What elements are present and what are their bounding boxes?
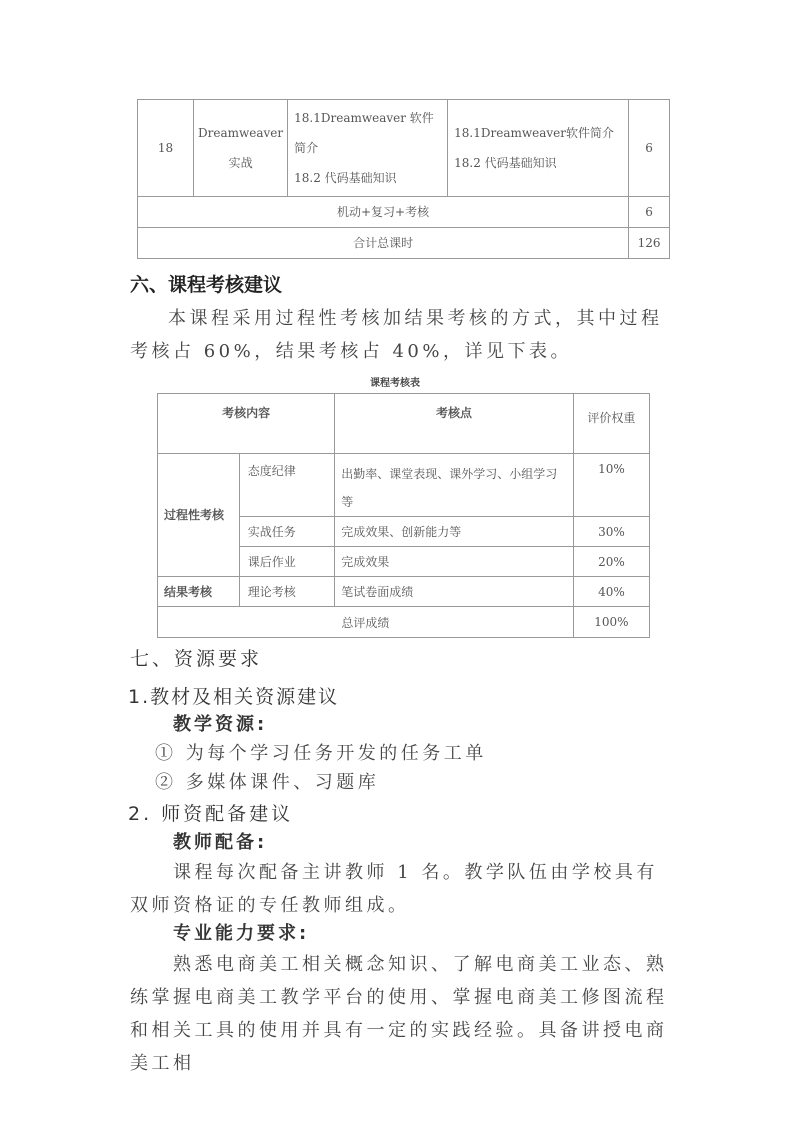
total-label: 合计总课时 [138, 228, 629, 259]
point-cell: 笔试卷面成绩 [335, 577, 574, 607]
table-row [138, 228, 670, 259]
hours-table [137, 99, 670, 259]
table-header-row [158, 394, 650, 454]
item-cell: 理论考核 [239, 577, 334, 607]
item-cell: 实战任务 [239, 517, 334, 547]
ability-label: 专业能力要求: [173, 923, 310, 944]
table-row [138, 197, 670, 228]
content-b-line: 18.2 代码基础知识 [454, 156, 557, 170]
content-a-line: 18.2 代码基础知识 [294, 171, 397, 185]
sub1-heading: 1.教材及相关资源建议 [128, 686, 340, 708]
header-weight: 评价权重 [573, 394, 649, 454]
table-row [158, 577, 650, 607]
row-content-b [448, 100, 629, 197]
resource-item: ② 多媒体课件、习题库 [155, 772, 380, 793]
teacher-label: 教师配备: [173, 832, 268, 853]
sub1-label: 教学资源: [173, 714, 268, 735]
weight-cell: 40% [573, 577, 649, 607]
header-point: 考核点 [335, 394, 574, 454]
section7-heading: 七、资源要求 [130, 648, 263, 670]
assessment-table [157, 393, 650, 638]
row-number: 18 [138, 100, 194, 197]
row-hours: 6 [629, 100, 670, 197]
section6-heading: 六、课程考核建议 [130, 274, 283, 296]
teacher-paragraph: 课程每次配备主讲教师 1 名。教学队伍由学校具有双师资格证的专任教师组成。 [130, 862, 658, 916]
point-cell: 完成效果 [335, 547, 574, 577]
content-b-line: 18.1Dreamweaver软件简介 [454, 126, 614, 140]
section6-paragraph: 本课程采用过程性考核加结果考核的方式，其中过程考核占 60%，结果考核占 40%，详见下表。 [130, 308, 663, 362]
point-cell: 出勤率、课堂表现、课外学习、小组学习等 [335, 454, 574, 517]
row-content-a [288, 100, 448, 197]
table-row [138, 100, 670, 197]
flex-hours: 6 [629, 197, 670, 228]
point-cell: 完成效果、创新能力等 [335, 517, 574, 547]
flex-label: 机动+复习+考核 [138, 197, 629, 228]
ability-paragraph: 熟悉电商美工相关概念知识、了解电商美工业态、熟练掌握电商美工教学平台的使用、掌握电商美工修图流程和相关工具的使用并具有一定的实践经验。具备讲授电商美工相 [130, 954, 668, 1074]
weight-cell: 10% [573, 454, 649, 517]
weight-cell: 30% [573, 517, 649, 547]
item-cell: 态度纪律 [239, 454, 334, 517]
row-name: Dreamweaver 实战 [194, 100, 288, 197]
content-a-line: 18.1Dreamweaver 软件简介 [294, 111, 434, 155]
total-hours: 126 [629, 228, 670, 259]
group-result: 结果考核 [158, 577, 240, 607]
resource-item: ① 为每个学习任务开发的任务工单 [155, 743, 487, 764]
total-label: 总评成绩 [158, 607, 574, 638]
sub2-heading: 2. 师资配备建议 [128, 803, 294, 825]
group-process: 过程性考核 [158, 454, 240, 577]
table-title: 课程考核表 [370, 378, 420, 389]
total-weight: 100% [573, 607, 649, 638]
weight-cell: 20% [573, 547, 649, 577]
table-row [158, 454, 650, 517]
item-cell: 课后作业 [239, 547, 334, 577]
header-content: 考核内容 [158, 394, 335, 454]
table-row [158, 607, 650, 638]
